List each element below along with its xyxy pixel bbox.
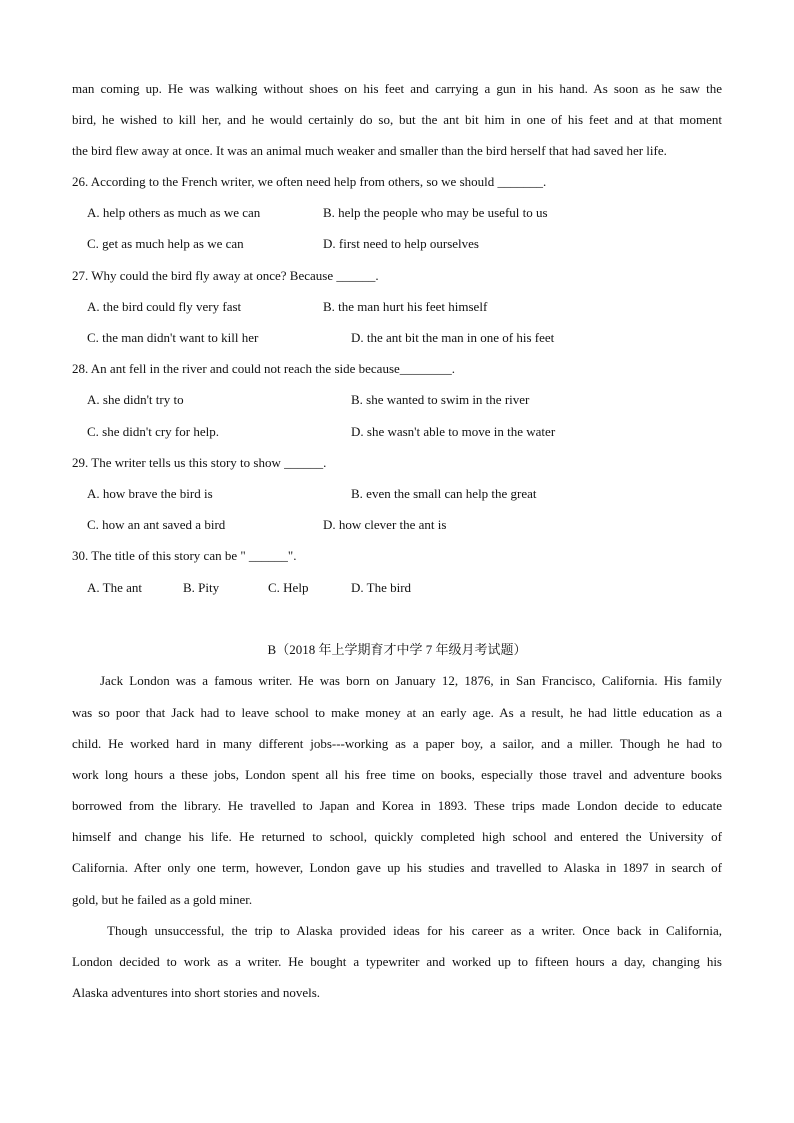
question-26-option-c: C. get as much help as we can <box>87 236 244 251</box>
question-30-option-a: A. The ant <box>87 580 142 595</box>
question-30-option-d: D. The bird <box>351 580 412 595</box>
section-b-para1-line-8: gold, but he failed as a gold miner. <box>72 892 253 907</box>
question-27-option-b: B. the man hurt his feet himself <box>323 299 488 314</box>
section-b-para1-line-3: child. He worked hard in many different jobs---working as a paper boy, a sailor, and a miller. Though he had to <box>72 736 722 751</box>
question-28-option-d: D. she wasn't able to move in the water <box>351 424 556 439</box>
question-27-option-a: A. the bird could fly very fast <box>87 299 242 314</box>
section-b-para1-line-1: Jack London was a famous writer. He was born on January 12, 1876, in San Francisco, California. His family <box>100 673 722 688</box>
section-b-para1-line-4: work long hours a these jobs, London spent all his free time on books, especially those travel and adventure books <box>72 767 722 782</box>
question-29-option-d: D. how clever the ant is <box>323 517 447 532</box>
passage-a-line-1: man coming up. He was walking without shoes on his feet and carrying a gun in his hand. As soon as he saw the <box>72 81 722 96</box>
question-30-option-c: C. Help <box>268 580 309 595</box>
question-28-option-a: A. she didn't try to <box>87 392 184 407</box>
question-26-option-a: A. help others as much as we can <box>87 205 261 220</box>
passage-a-line-3: the bird flew away at once. It was an animal much weaker and smaller than the bird herself that had saved her life. <box>72 143 667 158</box>
question-30-stem: 30. The title of this story can be " ______". <box>72 548 297 563</box>
question-26-option-d: D. first need to help ourselves <box>323 236 479 251</box>
question-29-option-c: C. how an ant saved a bird <box>87 517 226 532</box>
question-29-stem: 29. The writer tells us this story to show ______. <box>72 455 327 470</box>
section-b-heading: B（2018 年上学期育才中学 7 年级月考试题） <box>267 642 527 657</box>
section-b-para2-line-1: Though unsuccessful, the trip to Alaska provided ideas for his career as a writer. Once back in California, <box>107 923 722 938</box>
section-b-para1-line-5: borrowed from the library. He travelled to Japan and Korea in 1893. These trips made London decide to educate <box>72 798 722 813</box>
section-b-para1-line-6: himself and change his life. He returned to school, quickly completed high school and entered the University of <box>72 829 722 844</box>
section-b-para2-line-3: Alaska adventures into short stories and novels. <box>72 985 321 1000</box>
question-26-stem: 26. According to the French writer, we often need help from others, so we should _______. <box>72 174 547 189</box>
question-28-option-c: C. she didn't cry for help. <box>87 424 219 439</box>
question-27-option-c: C. the man didn't want to kill her <box>87 330 259 345</box>
section-b-para1-line-7: California. After only one term, however, London gave up his studies and travelled to Alaska in 1897 in search of <box>72 860 722 875</box>
question-28-stem: 28. An ant fell in the river and could not reach the side because________. <box>72 361 456 376</box>
section-b-para2-line-2: London decided to work as a writer. He bought a typewriter and worked up to fifteen hours a day, changing his <box>72 954 722 969</box>
section-b-para1-line-2: was so poor that Jack had to leave school to make money at an early age. As a result, he had little education as a <box>72 705 722 720</box>
question-30-option-b: B. Pity <box>183 580 220 595</box>
question-29-option-a: A. how brave the bird is <box>87 486 213 501</box>
question-27-stem: 27. Why could the bird fly away at once? Because ______. <box>72 268 379 283</box>
question-27-option-d: D. the ant bit the man in one of his feet <box>351 330 555 345</box>
question-29-option-b: B. even the small can help the great <box>351 486 537 501</box>
question-26-option-b: B. help the people who may be useful to us <box>323 205 548 220</box>
passage-a-line-2: bird, he wished to kill her, and he would certainly do so, but the ant bit him in one of his feet and at that moment <box>72 112 722 127</box>
question-28-option-b: B. she wanted to swim in the river <box>351 392 530 407</box>
